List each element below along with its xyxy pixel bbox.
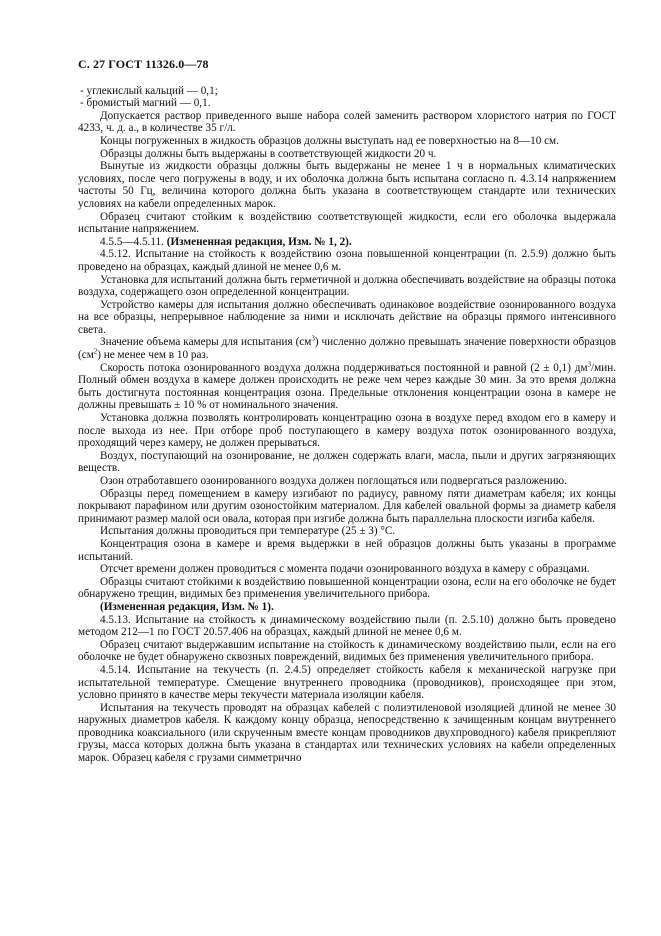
paragraph: Образец считают выдержавшим испытание на стойкость к динамическому воздействию пыли, если на его оболочке не будет обнаружено сквозных повреждений, видимых без применения увеличительного прибора. [78, 638, 616, 664]
text-run: /мин. Полный обмен воздуха в камере должен происходить не реже чем через каждые 30 мин. За это время должна быть достигнута постоянная концентрация озона. Предельные отклонения концентрации озона в камере не должны превышать ± 10 % от номинального значения. [78, 361, 616, 412]
paragraph: Образцы должны быть выдержаны в соответствующей жидкости 20 ч. [100, 147, 437, 160]
text-run: ) не менее чем в 10 раз. [97, 349, 209, 362]
superscript: 3 [311, 334, 315, 343]
paragraph: Допускается раствор приведенного выше набора солей заменить раствором хлористого натрия по ГОСТ 4233, ч. д. а., в количестве 35 г/л. [78, 109, 616, 135]
page-header: С. 27 ГОСТ 11326.0—78 [78, 57, 209, 71]
text-run: Скорость потока озонированного воздуха должна поддерживаться постоянной и равной (2 ± 0,1) дм [100, 361, 588, 374]
list-item: - бромистый магний — 0,1. [80, 97, 211, 110]
paragraph: Воздух, поступающий на озонирование, не должен содержать влаги, масла, пыли и других загрязняющих веществ. [78, 449, 616, 475]
text-run: Значение объема камеры для испытания (см [100, 336, 312, 349]
paragraph: Образцы считают стойкими к воздействию повышенной концентрации озона, если на его оболочке не будет обнаружено трещин, видимых без применения увеличительного прибора. [78, 575, 616, 601]
paragraph: Испытания должны проводиться при температуре (25 ± 3) °С. [100, 525, 396, 538]
revision-note [78, 601, 616, 614]
document-page [78, 58, 616, 765]
paragraph: Испытания на текучесть проводят на образцах кабелей с полиэтиленовой изоляцией длиной не менее 30 наружных диаметров кабеля. К каждому концу образца, непосредственно к зачищенным концам внутреннего проводника коаксиального (или скрученным вместе концам проводников двухпроводного) кабеля прикрепляют грузы, масса которых должна быть указана в стандартах или технических условиях на кабели определенных марок. Образец кабеля с грузами симметрично [78, 701, 616, 765]
section-4-5-14: 4.5.14. Испытание на текучесть (п. 2.4.5) определяет стойкость кабеля к механической нагрузке при испытательной температуре. Смещение внутреннего проводника (проводников), происходящее при этом, условно принято в качестве меры текучести материала изоляции кабеля. [78, 663, 616, 702]
paragraph: Установка должна позволять контролировать концентрацию озона в воздухе перед входом его в камеру и после выхода из нее. При отборе проб поступающего в камеру воздуха поток озонированного воздуха, проходящий через камеру, не должен прерываться. [78, 412, 616, 450]
revision-note-text: (Измененная редакция, Изм. № 1). [100, 600, 274, 613]
paragraph: Образец считают стойким к воздействию соответствующей жидкости, если его оболочка выдержала испытание напряжением. [78, 210, 616, 236]
paragraph: Концентрация озона в камере и время выдержки в ней образцов должны быть указаны в программе испытаний. [78, 537, 616, 563]
section-number: 4.5.5—4.5.11. [100, 235, 164, 248]
section-4-5-13: 4.5.13. Испытание на стойкость к динамическому воздействию пыли (п. 2.5.10) должно быть проведено методом 212—1 по ГОСТ 20.57.406 на образцах, каждый длиной не менее 0,6 м. [78, 613, 616, 639]
paragraph: Установка для испытаний должна быть герметичной и должна обеспечивать воздействие на образцы потока воздуха, содержащего озон определенной концентрации. [78, 273, 616, 299]
list-item: - углекислый кальций — 0,1; [80, 84, 218, 97]
section-4-5-5-11 [78, 236, 616, 249]
section-4-5-12: 4.5.12. Испытание на стойкость к воздействию озона повышенной концентрации (п. 2.5.9) должно быть проведено на образцах, каждый длиной не менее 0,6 м. [78, 248, 616, 273]
revision-note: (Измененная редакция, Изм. № 1, 2). [166, 235, 352, 248]
paragraph: Вынутые из жидкости образцы должны быть выдержаны не менее 1 ч в нормальных климатических условиях, после чего погружены в воду, и их оболочка должна быть испытана согласно п. 4.3.14 напряжением частоты 50 Гц, величина которого должна быть указана в соответствующем стандарте или технических условиях на кабели определенных марок. [78, 160, 616, 210]
text-run: ) численно должно превышать значение поверхности образцов (см [78, 336, 616, 362]
paragraph: Озон отработавшего озонированного воздуха должен поглощаться или подвергаться разложению. [100, 475, 567, 487]
superscript: 2 [93, 347, 98, 356]
paragraph: Концы погруженных в жидкость образцов должны выступать над ее поверхностью на 8—10 см. [100, 134, 559, 147]
paragraph [78, 336, 616, 361]
paragraph [78, 359, 616, 412]
superscript: 3 [587, 359, 592, 368]
paragraph: Отсчет времени должен проводиться с момента подачи озонированного воздуха в камеру с образцами. [100, 563, 590, 576]
paragraph: Образцы перед помещением в камеру изгибают по радиусу, равному пяти диаметрам кабеля; их концы покрывают парафином или другим озоностойким материалом. Для кабелей овальной формы за диаметр кабеля принимают размер малой оси овала, которая при изгибе должна быть параллельна плоскости изгиба кабеля. [78, 487, 616, 525]
paragraph: Устройство камеры для испытания должно обеспечивать одинаковое воздействие озонированного воздуха на все образцы, непрерывное наблюдение за ними и исключать действие на образцы прямого интенсивного света. [78, 298, 616, 336]
